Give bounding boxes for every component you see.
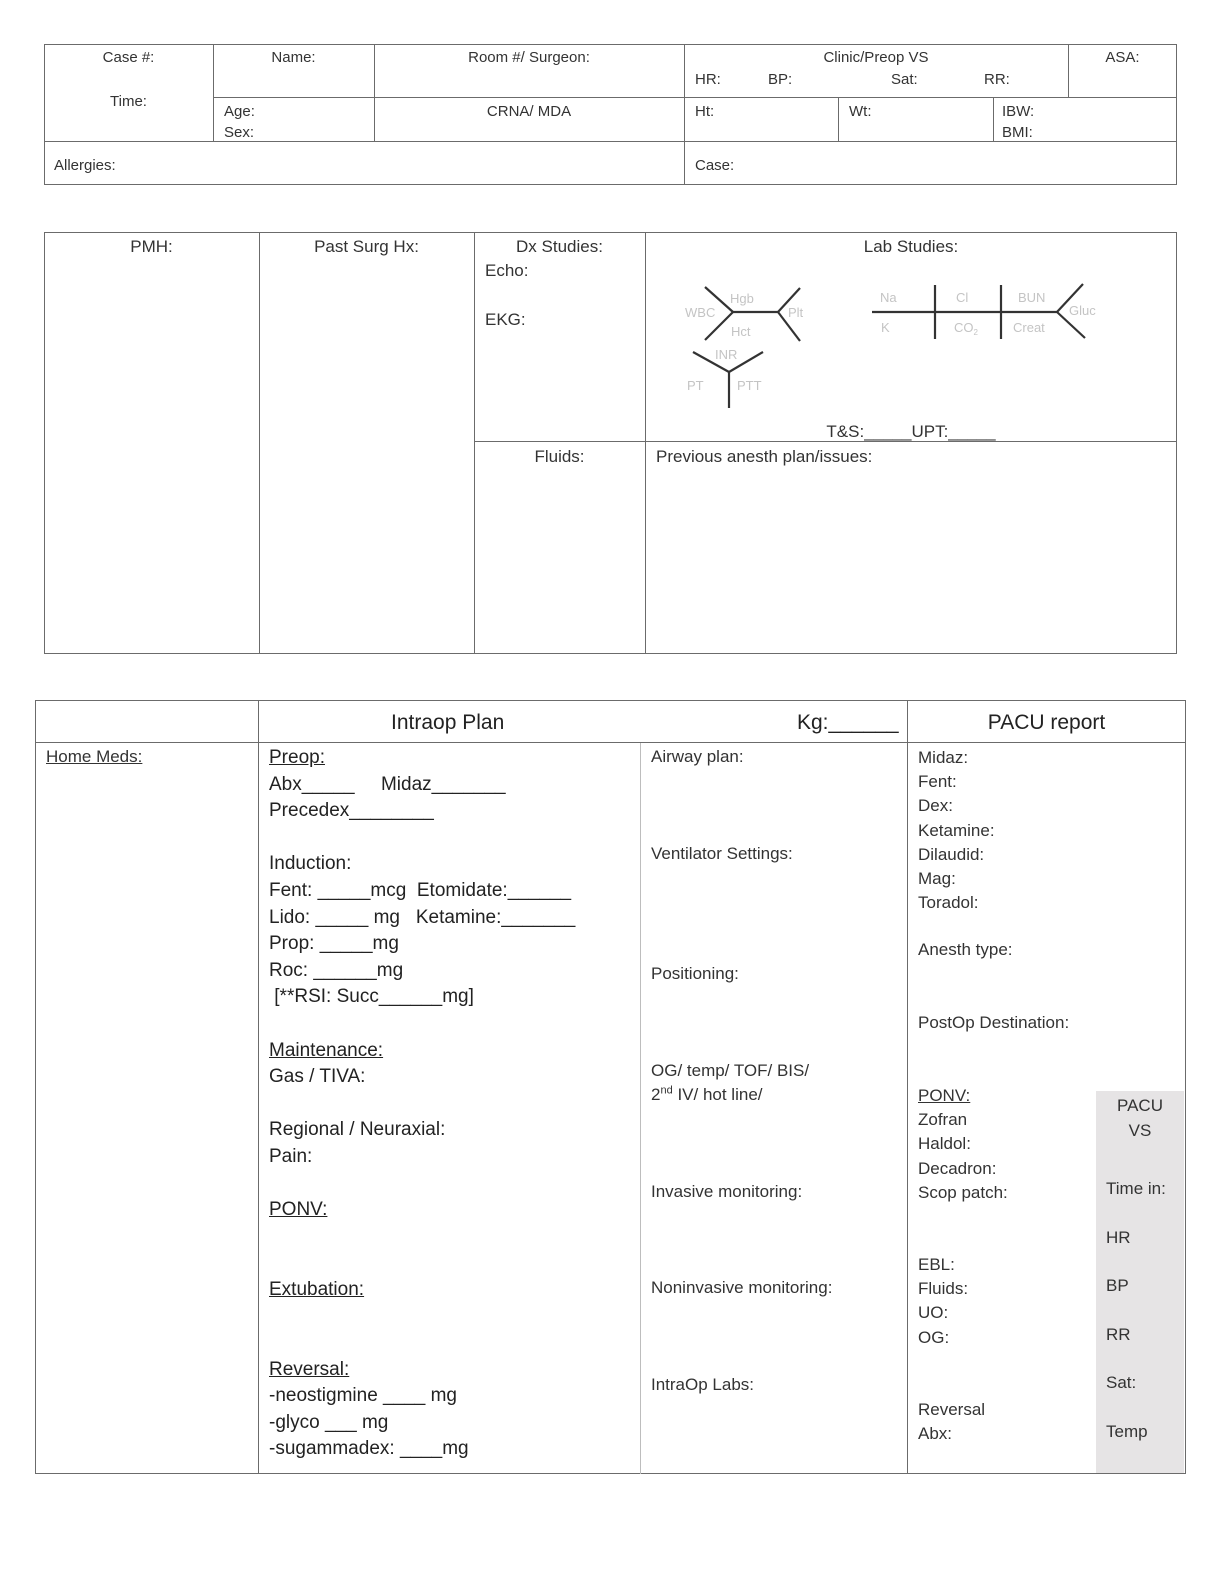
pacu-fent-field[interactable]: Fent: xyxy=(918,772,957,792)
home-meds-label[interactable]: Home Meds: xyxy=(46,747,143,766)
clinic-preop-vs-title: Clinic/Preop VS xyxy=(823,49,929,66)
ts-upt-field[interactable]: T&S:_____UPT:_____ xyxy=(826,422,996,441)
k-label: K xyxy=(881,320,890,335)
preop-hr-field[interactable]: HR: xyxy=(695,71,721,88)
divider xyxy=(35,742,1186,743)
time-field[interactable]: Time: xyxy=(110,93,147,110)
plan-border xyxy=(35,700,1186,1474)
pacu-report-title: PACU report xyxy=(987,711,1106,734)
divider xyxy=(838,98,839,142)
scop-patch-field[interactable]: Scop patch: xyxy=(918,1182,1008,1202)
zofran-field[interactable]: Zofran xyxy=(918,1110,968,1130)
cbc-fishbone xyxy=(685,287,804,341)
ibw-field[interactable]: IBW: xyxy=(1002,103,1035,120)
kg-field[interactable]: Kg:______ xyxy=(797,711,899,734)
ventilator-settings-field[interactable]: Ventilator Settings: xyxy=(651,844,793,863)
regional-neuraxial-field[interactable]: Regional / Neuraxial: xyxy=(269,1119,446,1141)
anesth-type-field[interactable]: Anesth type: xyxy=(918,940,1013,959)
divider xyxy=(640,742,641,1474)
name-field[interactable]: Name: xyxy=(271,49,316,66)
pacu-vs-title xyxy=(1096,1093,1184,1143)
prop-field[interactable]: Prop: _____mg xyxy=(269,933,399,955)
room-surgeon-field[interactable]: Room #/ Surgeon: xyxy=(468,49,590,66)
pacu-bp-field[interactable]: BP xyxy=(1106,1276,1129,1296)
previous-anesth-label: Previous anesth plan/issues: xyxy=(656,447,873,466)
coag-fishbone xyxy=(687,347,763,408)
pacu-ponv-list xyxy=(918,1084,1008,1205)
invasive-monitoring-field[interactable]: Invasive monitoring: xyxy=(651,1182,803,1201)
pacu-vs-list xyxy=(1106,1165,1166,1457)
extubation-heading: Extubation: xyxy=(269,1278,365,1300)
preop-sat-field[interactable]: Sat: xyxy=(891,71,918,88)
second-iv-hot-line-field[interactable] xyxy=(651,1084,763,1106)
wbc-label: WBC xyxy=(685,305,716,320)
hct-label: Hct xyxy=(731,324,751,339)
sugammadex-field[interactable]: -sugammadex: ____mg xyxy=(269,1438,469,1460)
lido-ketamine-field[interactable]: Lido: _____ mg Ketamine:_______ xyxy=(269,906,576,928)
case-description-field[interactable]: Case: xyxy=(695,157,735,174)
decadron-field[interactable]: Decadron: xyxy=(918,1158,997,1178)
og-temp-tof-bis-field[interactable]: OG/ temp/ TOF/ BIS/ xyxy=(651,1061,810,1080)
postop-destination-field[interactable]: PostOp Destination: xyxy=(918,1013,1070,1032)
precedex-field[interactable]: Precedex________ xyxy=(269,800,434,822)
divider xyxy=(907,700,908,1474)
divider xyxy=(258,700,259,1474)
pacu-abx-field[interactable]: Abx: xyxy=(918,1424,953,1444)
preop-bp-field[interactable]: BP: xyxy=(768,71,793,88)
age-field[interactable]: Age: xyxy=(224,103,255,120)
preop-heading: Preop: xyxy=(269,747,325,768)
glyco-field[interactable]: -glyco ___ mg xyxy=(269,1411,389,1433)
ebl-field[interactable]: EBL: xyxy=(918,1255,955,1274)
pacu-hr-field[interactable]: HR xyxy=(1106,1227,1131,1247)
bmp-fishbone xyxy=(872,284,1096,339)
pain-field[interactable]: Pain: xyxy=(269,1145,313,1167)
dx-studies-label: Dx Studies: xyxy=(516,237,603,256)
pacu-vs-title-line1: PACU xyxy=(1117,1096,1163,1115)
co2-label xyxy=(954,320,979,337)
pacu-outputs-list xyxy=(918,1253,968,1350)
neostigmine-field[interactable]: -neostigmine ____ mg xyxy=(269,1385,457,1407)
divider xyxy=(259,232,260,654)
inr-label: INR xyxy=(715,347,738,362)
ponv-heading: PONV: xyxy=(269,1199,328,1221)
gas-tiva-field[interactable]: Gas / TIVA: xyxy=(269,1066,366,1088)
ekg-field[interactable]: EKG: xyxy=(485,310,526,329)
bun-label: BUN xyxy=(1018,290,1046,305)
past-surg-hx-label: Past Surg Hx: xyxy=(314,237,419,256)
pacu-midaz-field[interactable]: Midaz: xyxy=(918,748,969,767)
bmi-field[interactable]: BMI: xyxy=(1002,124,1033,141)
intraop-plan-column xyxy=(269,745,575,1463)
induction-heading: Induction: xyxy=(269,853,352,875)
pacu-mag-field[interactable]: Mag: xyxy=(918,869,956,889)
hgb-label: Hgb xyxy=(730,291,754,306)
abx-midaz-field[interactable]: Abx_____ Midaz_______ xyxy=(269,773,506,795)
lab-studies-label: Lab Studies: xyxy=(863,237,959,256)
reversal-heading: Reversal: xyxy=(269,1358,350,1380)
pacu-reversal-abx xyxy=(918,1398,985,1446)
pacu-meds-list xyxy=(918,746,995,915)
allergies-field[interactable]: Allergies: xyxy=(54,157,116,174)
iv-hotline-text: IV/ hot line/ xyxy=(672,1085,763,1104)
lab-fishbone-diagrams xyxy=(645,232,1177,442)
case-number-field[interactable]: Case #: xyxy=(102,49,155,66)
sex-field[interactable]: Sex: xyxy=(224,124,255,141)
divider xyxy=(213,97,1177,98)
divider xyxy=(474,232,475,654)
pacu-dilaudid-field[interactable]: Dilaudid: xyxy=(918,844,985,864)
rsi-succ-field[interactable]: [**RSI: Succ______mg] xyxy=(269,986,474,1008)
intraop-labs-field[interactable]: IntraOp Labs: xyxy=(651,1375,755,1394)
pt-label: PT xyxy=(687,378,704,393)
ordinal-suffix: nd xyxy=(660,1084,673,1097)
maintenance-heading: Maintenance: xyxy=(269,1039,384,1061)
preop-rr-field[interactable]: RR: xyxy=(984,71,1010,88)
noninvasive-monitoring-field[interactable]: Noninvasive monitoring: xyxy=(651,1278,833,1297)
gluc-label: Gluc xyxy=(1069,303,1096,318)
ordinal-number: 2 xyxy=(651,1085,661,1104)
crna-mda-field[interactable]: CRNA/ MDA xyxy=(486,103,572,120)
pacu-reversal-field[interactable]: Reversal xyxy=(918,1400,986,1419)
pmh-label: PMH: xyxy=(130,237,173,256)
height-field[interactable]: Ht: xyxy=(695,103,715,120)
divider xyxy=(993,98,994,142)
na-label: Na xyxy=(880,290,897,305)
asa-field[interactable]: ASA: xyxy=(1105,49,1140,66)
og-output-field[interactable]: OG: xyxy=(918,1327,950,1347)
weight-field[interactable]: Wt: xyxy=(849,103,872,120)
plt-label: Plt xyxy=(788,305,804,320)
creat-label: Creat xyxy=(1013,320,1045,335)
ptt-label: PTT xyxy=(737,378,762,393)
pacu-vs-title-line2: VS xyxy=(1128,1121,1152,1140)
pacu-time-in-field[interactable]: Time in: xyxy=(1106,1179,1166,1198)
co2-text: CO xyxy=(954,320,974,335)
cl-label: Cl xyxy=(956,290,969,305)
uo-field[interactable]: UO: xyxy=(918,1303,949,1323)
co2-subscript: 2 xyxy=(973,328,978,337)
pacu-ponv-heading: PONV: xyxy=(918,1086,971,1105)
roc-field[interactable]: Roc: ______mg xyxy=(269,959,404,981)
pacu-temp-field[interactable]: Temp xyxy=(1106,1421,1148,1441)
haldol-field[interactable]: Haldol: xyxy=(918,1134,971,1154)
pacu-dex-field[interactable]: Dex: xyxy=(918,796,953,816)
pacu-rr-field[interactable]: RR xyxy=(1106,1324,1131,1344)
fluids-label: Fluids: xyxy=(534,447,585,466)
positioning-field[interactable]: Positioning: xyxy=(651,964,739,983)
pacu-toradol-field[interactable]: Toradol: xyxy=(918,893,979,913)
fent-etomidate-field[interactable]: Fent: _____mcg Etomidate:______ xyxy=(269,879,572,901)
pacu-ketamine-field[interactable]: Ketamine: xyxy=(918,820,995,840)
airway-plan-field[interactable]: Airway plan: xyxy=(651,747,744,766)
echo-field[interactable]: Echo: xyxy=(485,261,529,280)
pacu-sat-field[interactable]: Sat: xyxy=(1106,1373,1137,1393)
intraop-plan-title: Intraop Plan xyxy=(391,711,505,734)
fluids-total-field[interactable]: Fluids: xyxy=(918,1279,969,1299)
